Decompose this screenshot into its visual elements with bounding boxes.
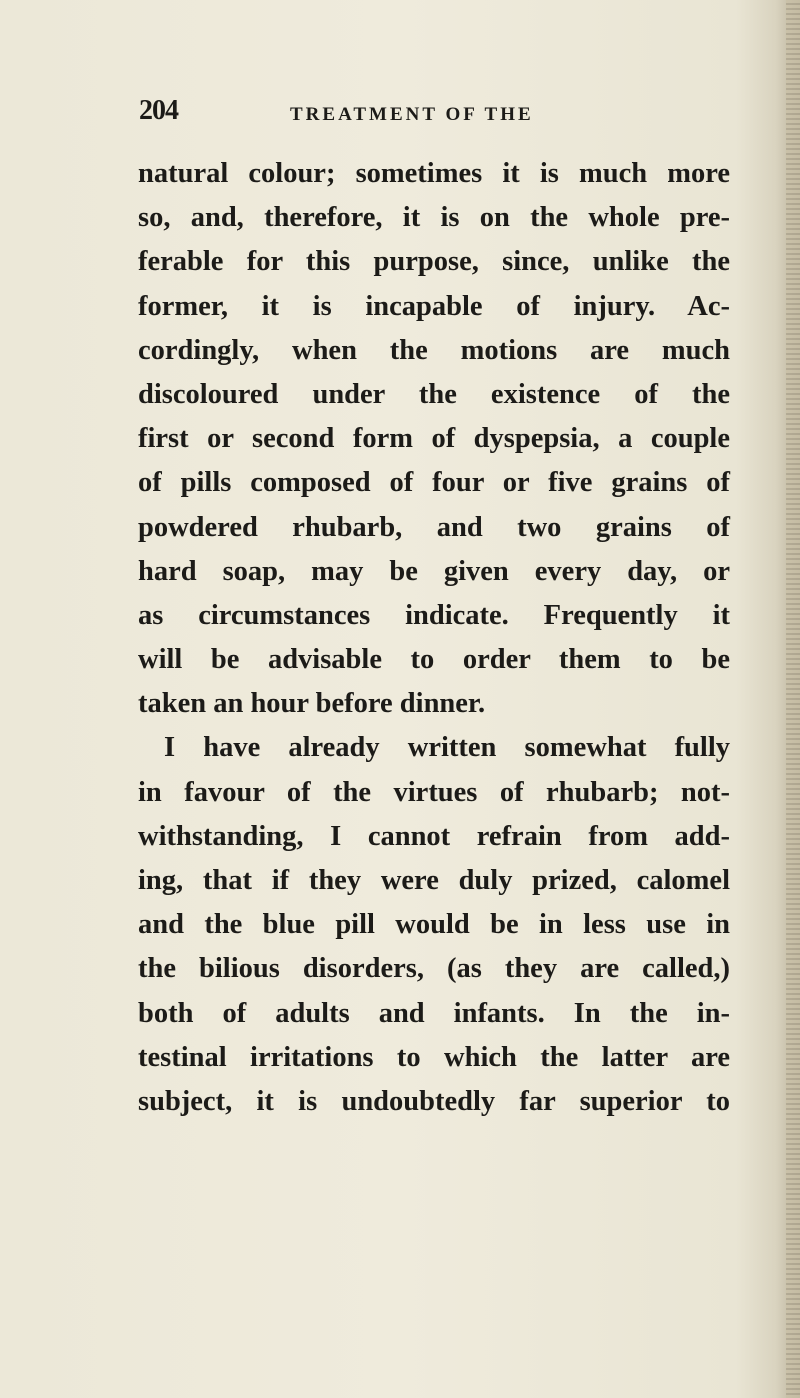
text-line: and the blue pill would be in less use in <box>138 909 730 941</box>
body-text <box>138 152 730 1124</box>
text-line: the bilious disorders, (as they are called,) <box>138 953 730 985</box>
running-head <box>139 95 739 135</box>
text-line: ing, that if they were duly prized, calomel <box>138 865 730 896</box>
text-line: discoloured under the existence of the <box>138 378 730 410</box>
text-line: hard soap, may be given every day, or <box>138 555 730 587</box>
text-line: so, and, therefore, it is on the whole pre- <box>138 202 730 234</box>
text-line: I have already written somewhat fully <box>164 732 730 764</box>
text-line: as circumstances indicate. Frequently it <box>138 599 730 631</box>
text-line: will be advisable to order them to be <box>138 644 730 676</box>
running-title: TREATMENT OF THE <box>290 104 534 125</box>
text-line: cordingly, when the motions are much <box>138 334 730 366</box>
text-line: withstanding, I cannot refrain from add- <box>138 820 730 852</box>
text-line: testinal irritations to which the latter are <box>138 1041 730 1073</box>
text-line: taken an hour before dinner. <box>138 688 486 720</box>
text-line: first or second form of dyspepsia, a couple <box>138 423 730 455</box>
text-line: natural colour; sometimes it is much more <box>138 158 730 189</box>
page-number: 204 <box>139 95 178 126</box>
text-line: in favour of the virtues of rhubarb; not- <box>138 776 730 808</box>
text-line: both of adults and infants. In the in- <box>138 997 730 1029</box>
text-line: of pills composed of four or five grains of <box>138 467 730 499</box>
text-line: ferable for this purpose, since, unlike the <box>138 246 730 278</box>
text-line: former, it is incapable of injury. Ac- <box>138 290 730 322</box>
text-line: powdered rhubarb, and two grains of <box>138 511 730 543</box>
text-line: subject, it is undoubtedly far superior to <box>138 1085 730 1117</box>
page-edge <box>786 0 800 1398</box>
